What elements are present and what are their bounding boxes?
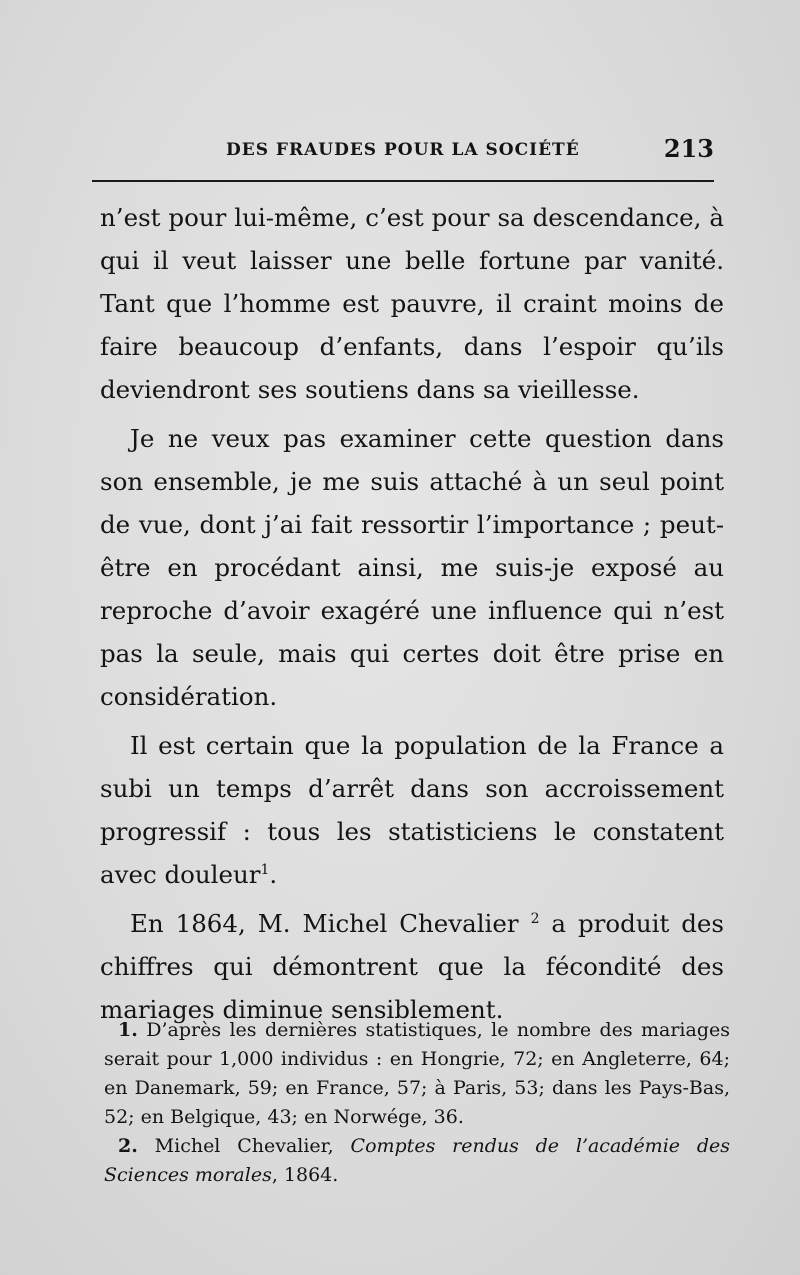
running-title: DES FRAUDES POUR LA SOCIÉTÉ	[226, 140, 580, 160]
header-rule	[92, 180, 714, 182]
footnote-1	[104, 1016, 730, 1132]
paragraph-4	[100, 902, 724, 1031]
paragraph-4-text: a produit des chiffres qui démontrent que la fécondité des mariages diminue sensiblement.	[100, 909, 724, 1024]
footnote-2-author: Michel Chevalier,	[154, 1135, 351, 1157]
paragraph-3-end: .	[269, 860, 278, 889]
page-header	[96, 132, 716, 172]
footnote-ref-1[interactable]: 1	[260, 861, 270, 878]
main-text	[100, 196, 724, 1037]
footnote-ref-2[interactable]: 2	[530, 910, 540, 927]
paragraph-1	[100, 196, 724, 411]
paragraph-2-text: Je ne veux pas examiner cette question dans son ensemble, je me suis attaché à un seul point de vue, dont j’ai fait ressortir l’importance ; peut-être en procédant ainsi, me suis-je exposé au reproche d’avoir exagéré une influence qui n’est pas la seule, mais qui certes doit être prise en considération.	[100, 424, 724, 711]
footnote-2-marker: 2.	[118, 1135, 138, 1157]
paragraph-3	[100, 724, 724, 896]
paragraph-1-text: n’est pour lui-même, c’est pour sa descendance, à qui il veut laisser une belle fortune par vanité. Tant que l’homme est pauvre, il craint moins de faire beaucoup d’enfants, dans l’espoir qu’ils deviendront ses soutiens dans sa vieillesse.	[100, 203, 724, 404]
footnote-2	[104, 1132, 730, 1190]
page-number: 213	[663, 134, 714, 163]
paragraph-2	[100, 417, 724, 718]
footnote-1-text: D’après les dernières statistiques, le nombre des mariages serait pour 1,000 individus : en Hongrie, 72; en Angleterre, 64; en Danemark, 59; en France, 57; à Paris, 53; dans les Pays-Bas, 52; en Belgique, 43; en Norwége, 36.	[104, 1019, 730, 1128]
footnotes	[104, 1016, 730, 1190]
footnote-2-title: Comptes rendus de l’académie des Sciences morales	[104, 1135, 730, 1186]
paragraph-4-start: En 1864, M. Michel Chevalier	[130, 909, 519, 938]
paragraph-3-text: Il est certain que la population de la France a subi un temps d’arrêt dans son accroissement progressif : tous les statisticiens le constatent avec douleur	[100, 731, 724, 889]
footnote-2-end: , 1864.	[271, 1164, 339, 1186]
footnote-1-marker: 1.	[118, 1019, 138, 1041]
